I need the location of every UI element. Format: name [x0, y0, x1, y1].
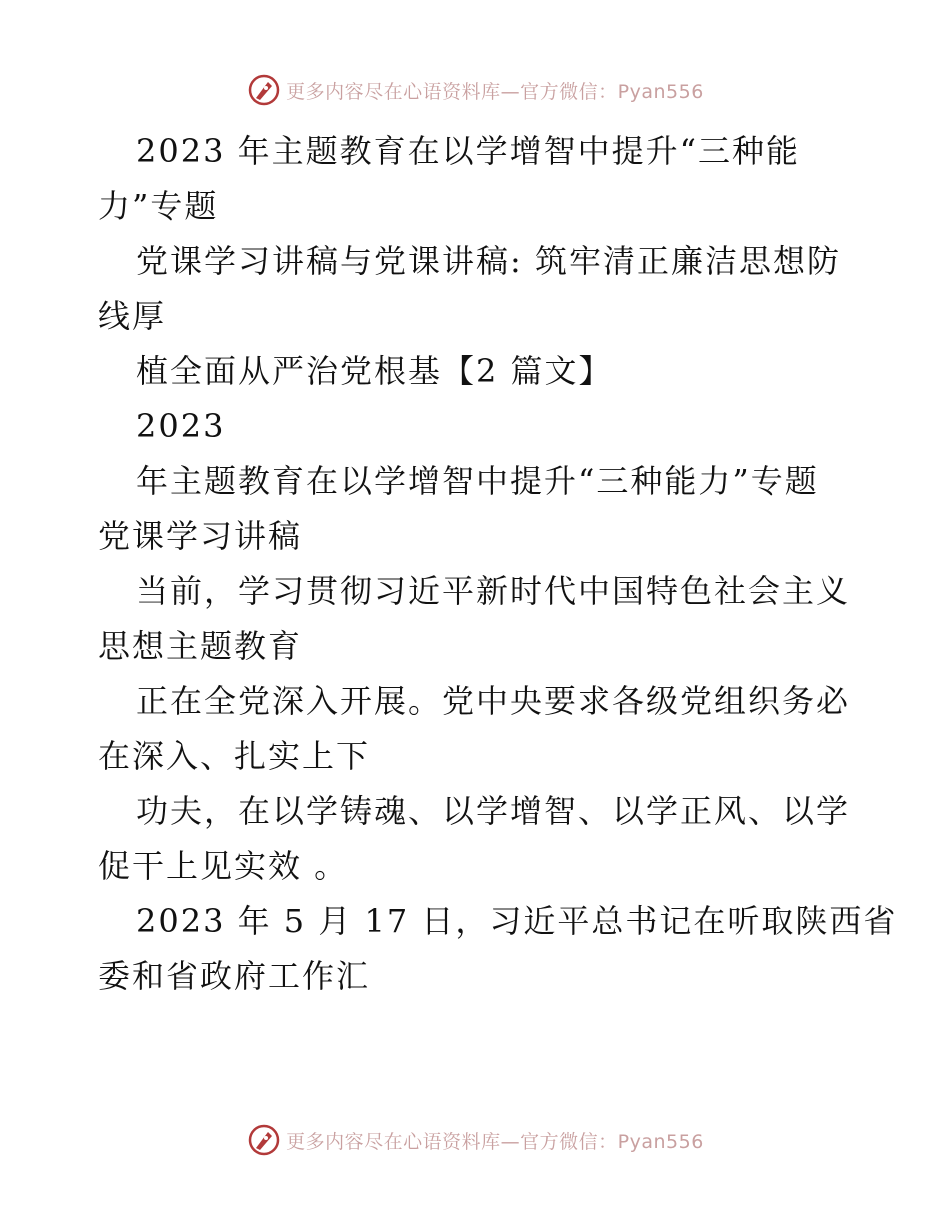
- text-line: 功夫，在以学铸魂、以学增智、以学正风、以学: [136, 792, 851, 830]
- pen-nib-logo-icon: [246, 1122, 282, 1158]
- footer-watermark: [0, 1120, 950, 1160]
- text-line: 2023 年 5 月 17 日，习近平总书记在听取陕西省: [136, 902, 898, 940]
- text-line: 委和省政府工作汇: [98, 957, 371, 995]
- header-watermark: [0, 70, 950, 110]
- text-line: 思想主题教育: [98, 627, 303, 665]
- watermark-text: 更多内容尽在心语资料库—官方微信：Pyan556: [286, 1130, 704, 1153]
- document-body: [98, 124, 898, 1004]
- text-line: 力”专题: [98, 187, 219, 225]
- text-line: 党课学习讲稿: [98, 517, 303, 555]
- text-line: 促干上见实效 。: [98, 847, 349, 885]
- pen-nib-logo-icon: [246, 72, 282, 108]
- text-line: 2023: [136, 407, 226, 445]
- watermark-text: 更多内容尽在心语资料库—官方微信：Pyan556: [286, 80, 704, 103]
- text-line: 年主题教育在以学增智中提升“三种能力”专题: [136, 462, 819, 500]
- text-line: 线厚: [98, 297, 167, 335]
- text-line: 在深入、扎实上下: [98, 737, 371, 775]
- text-line: 正在全党深入开展。党中央要求各级党组织务必: [136, 682, 851, 720]
- text-line: 2023 年主题教育在以学增智中提升“三种能: [136, 132, 800, 170]
- text-line: 植全面从严治党根基【2 篇文】: [136, 352, 613, 390]
- text-line: 党课学习讲稿与党课讲稿: 筑牢清正廉洁思想防: [136, 242, 841, 280]
- text-line: 当前，学习贯彻习近平新时代中国特色社会主义: [136, 572, 851, 610]
